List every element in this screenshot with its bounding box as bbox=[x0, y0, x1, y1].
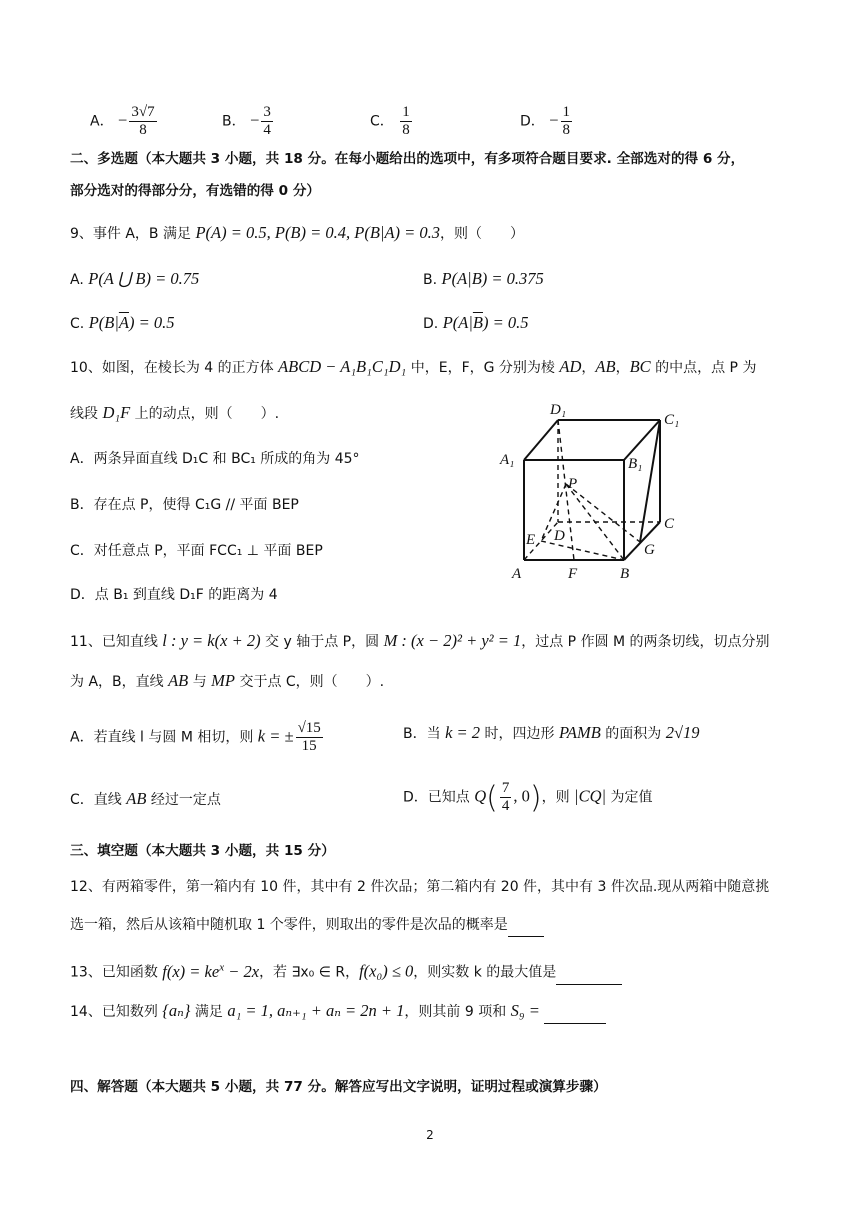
q10-option-a: A．两条异面直线 D₁C 和 BC₁ 所成的角为 45° bbox=[70, 451, 360, 467]
q11-option-a: A．若直线 l 与圆 M 相切，则 k = ± $\frac{√15}{15}$ bbox=[70, 720, 321, 754]
section4-heading: 四、解答题（本大题共 5 小题，共 77 分。解答应写出文字说明，证明过程或演算步骤） bbox=[70, 1079, 607, 1095]
cube-label-c1: C₁ bbox=[664, 412, 680, 428]
q13-answer-blank bbox=[556, 962, 622, 985]
q10-stem-line1: 10、如图，在棱长为 4 的正方体 ABCD − A₁B₁C₁D₁ 中，E，F，G 分别为棱 AD，AB，BC 的中点，点 P 为 bbox=[70, 357, 757, 376]
cube-label-a1: A₁ bbox=[500, 452, 515, 468]
cube-label-b1: B₁ bbox=[628, 456, 643, 472]
q12-stem-line1: 12、有两箱零件，第一箱内有 10 件，其中有 2 件次品；第二箱内有 20 件，其中有 3 件次品.现从两箱中随意挑 bbox=[70, 879, 770, 895]
cube-figure bbox=[498, 398, 698, 584]
cube-label-a: A bbox=[512, 566, 522, 582]
q9-stem: 9、事件 A，B 满足 P(A) = 0.5, P(B) = 0.4, P(B|A) = 0.3，则（ ） bbox=[70, 223, 525, 242]
q8-option-d: D． − $\frac{1}{8}$ bbox=[520, 104, 571, 138]
q14-stem: 14、已知数列 {aₙ} 满足 a₁ = 1, aₙ₊₁ + aₙ = 2n + 1，则其前 9 项和 S₉ = bbox=[70, 1000, 606, 1024]
q13-stem: 13、已知函数 $f(x) = ke^x - 2x$，若 ∃x₀ ∈ R，f(x₀) ≤ 0，则实数 k 的最大值是 bbox=[70, 956, 622, 985]
q10-option-b: B．存在点 P，使得 C₁G // 平面 BEP bbox=[70, 497, 299, 513]
q9-option-a: A. P(A ⋃ B) = 0.75 bbox=[70, 269, 200, 288]
cube-label-f: F bbox=[568, 566, 578, 582]
q12-stem-line2: 选一箱，然后从该箱中随机取 1 个零件，则取出的零件是次品的概率是 bbox=[70, 914, 544, 937]
cube-label-e: E bbox=[526, 532, 536, 548]
q11-option-b: B．当 k = 2 时，四边形 PAMB 的面积为 2√19 bbox=[403, 723, 700, 742]
q8-option-a: A． − $\frac{3√7}{8}$ bbox=[90, 104, 155, 138]
page-number: 2 bbox=[426, 1128, 434, 1142]
section3-heading: 三、填空题（本大题共 3 小题，共 15 分） bbox=[70, 843, 335, 859]
q11-stem-line1: 11、已知直线 l : y = k(x + 2) 交 y 轴于点 P，圆 M : (x − 2)² + y² = 1，过点 P 作圆 M 的两条切线，切点分别 bbox=[70, 631, 770, 650]
q10-option-d: D．点 B₁ 到直线 D₁F 的距离为 4 bbox=[70, 587, 278, 603]
cube-label-c: C bbox=[664, 516, 675, 532]
q9-option-b: B. P(A|B) = 0.375 bbox=[423, 269, 544, 288]
q11-stem-line2: 为 A，B，直线 AB 与 MP 交于点 C，则（ ）. bbox=[70, 671, 385, 690]
q9-option-d: D. $P(A|\overline{B}) = 0.5$ bbox=[423, 313, 529, 332]
cube-label-g: G bbox=[644, 542, 655, 558]
q10-stem-line2: 线段 D₁F 上的动点，则（ ）. bbox=[70, 403, 280, 422]
q11-option-c: C．直线 AB 经过一定点 bbox=[70, 789, 221, 808]
cube-label-d1: D₁ bbox=[550, 402, 567, 418]
q11-option-d: D．已知点 Q( $\frac{7}{4}$ , 0)，则 |CQ| 为定值 bbox=[403, 780, 653, 816]
q10-option-c: C．对任意点 P，平面 FCC₁ ⊥ 平面 BEP bbox=[70, 543, 323, 559]
q8-option-b: B． − $\frac{3}{4}$ bbox=[222, 104, 271, 138]
cube-label-p: P bbox=[568, 476, 578, 492]
cube-label-d: D bbox=[554, 528, 565, 544]
q9-option-c: C. $P(B|\overline{A}) = 0.5$ bbox=[70, 313, 175, 332]
cube-label-b: B bbox=[620, 566, 630, 582]
section2-heading-line2: 部分选对的得部分分，有选错的得 0 分） bbox=[70, 183, 321, 199]
q14-answer-blank bbox=[544, 1001, 606, 1024]
q12-answer-blank bbox=[508, 914, 544, 937]
section2-heading-line1: 二、多选题（本大题共 3 小题，共 18 分。在每小题给出的选项中，有多项符合题目要求. 全部选对的得 6 分， bbox=[70, 151, 745, 167]
q8-option-c: C． $\frac{1}{8}$ bbox=[370, 104, 410, 138]
